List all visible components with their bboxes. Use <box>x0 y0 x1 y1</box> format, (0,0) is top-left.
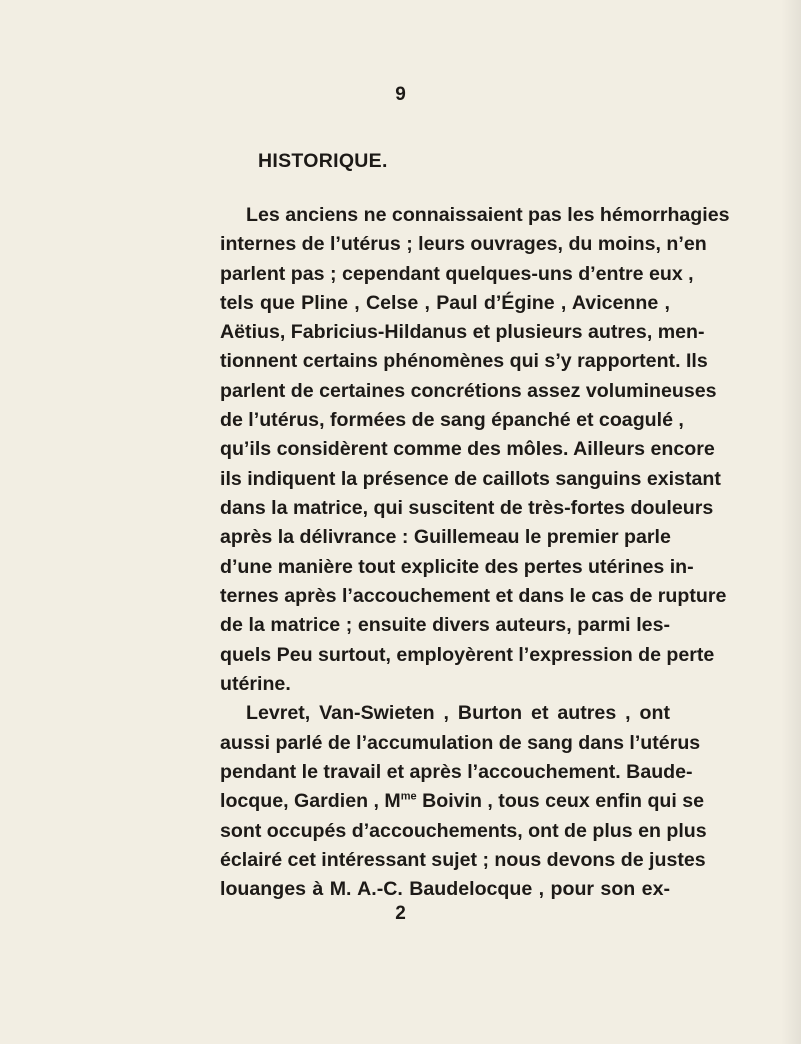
text-line: dans la matrice, qui suscitent de très-fortes douleurs <box>220 497 714 519</box>
text-line: de la matrice ; ensuite divers auteurs, parmi les- <box>220 614 670 636</box>
text-segment: Boivin , tous ceux enfin qui se <box>416 790 705 812</box>
text-line: tionnent certains phénomènes qui s’y rapportent. Ils <box>220 350 708 372</box>
text-line: parlent pas ; cependant quelques-uns d’entre eux , <box>220 263 694 285</box>
superscript: me <box>400 790 417 803</box>
text-line: parlent de certaines concrétions assez volumineuses <box>220 380 717 402</box>
page-edge-shadow <box>781 0 801 1044</box>
text-line: utérine. <box>220 673 291 695</box>
text-line: aussi parlé de l’accumulation de sang dans l’utérus <box>220 732 701 754</box>
text-line: d’une manière tout explicite des pertes utérines in- <box>220 556 694 578</box>
text-line: qu’ils considèrent comme des môles. Ailleurs encore <box>220 438 715 460</box>
text-line: Les anciens ne connaissaient pas les hémorrhagies <box>246 204 730 226</box>
text-line: sont occupés d’accouchements, ont de plus en plus <box>220 820 707 842</box>
text-line: éclairé cet intéressant sujet ; nous devons de justes <box>220 849 706 871</box>
text-line: Aëtius, Fabricius-Hildanus et plusieurs autres, men- <box>220 321 705 343</box>
text-segment: locque, Gardien , M <box>220 790 401 812</box>
section-title: HISTORIQUE. <box>258 150 388 172</box>
text-line: Levret, Van-Swieten , Burton et autres , ont <box>246 702 670 724</box>
text-line: internes de l’utérus ; leurs ouvrages, du moins, n’en <box>220 233 707 255</box>
text-line: tels que Pline , Celse , Paul d’Égine , Avicenne , <box>220 292 670 314</box>
text-line: de l’utérus, formées de sang épanché et coagulé , <box>220 409 684 431</box>
text-line: louanges à M. A.-C. Baudelocque , pour son ex- <box>220 878 670 900</box>
text-line: ternes après l’accouchement et dans le cas de rupture <box>220 585 727 607</box>
text-line: après la délivrance : Guillemeau le premier parle <box>220 526 671 548</box>
page-number: 9 <box>395 84 406 105</box>
text-line: pendant le travail et après l’accouchement. Baude- <box>220 761 693 783</box>
text-line: quels Peu surtout, employèrent l’expression de perte <box>220 644 715 666</box>
text-line-with-superscript <box>220 789 705 813</box>
text-line: ils indiquent la présence de caillots sanguins existant <box>220 468 721 490</box>
signature-mark: 2 <box>395 903 406 924</box>
